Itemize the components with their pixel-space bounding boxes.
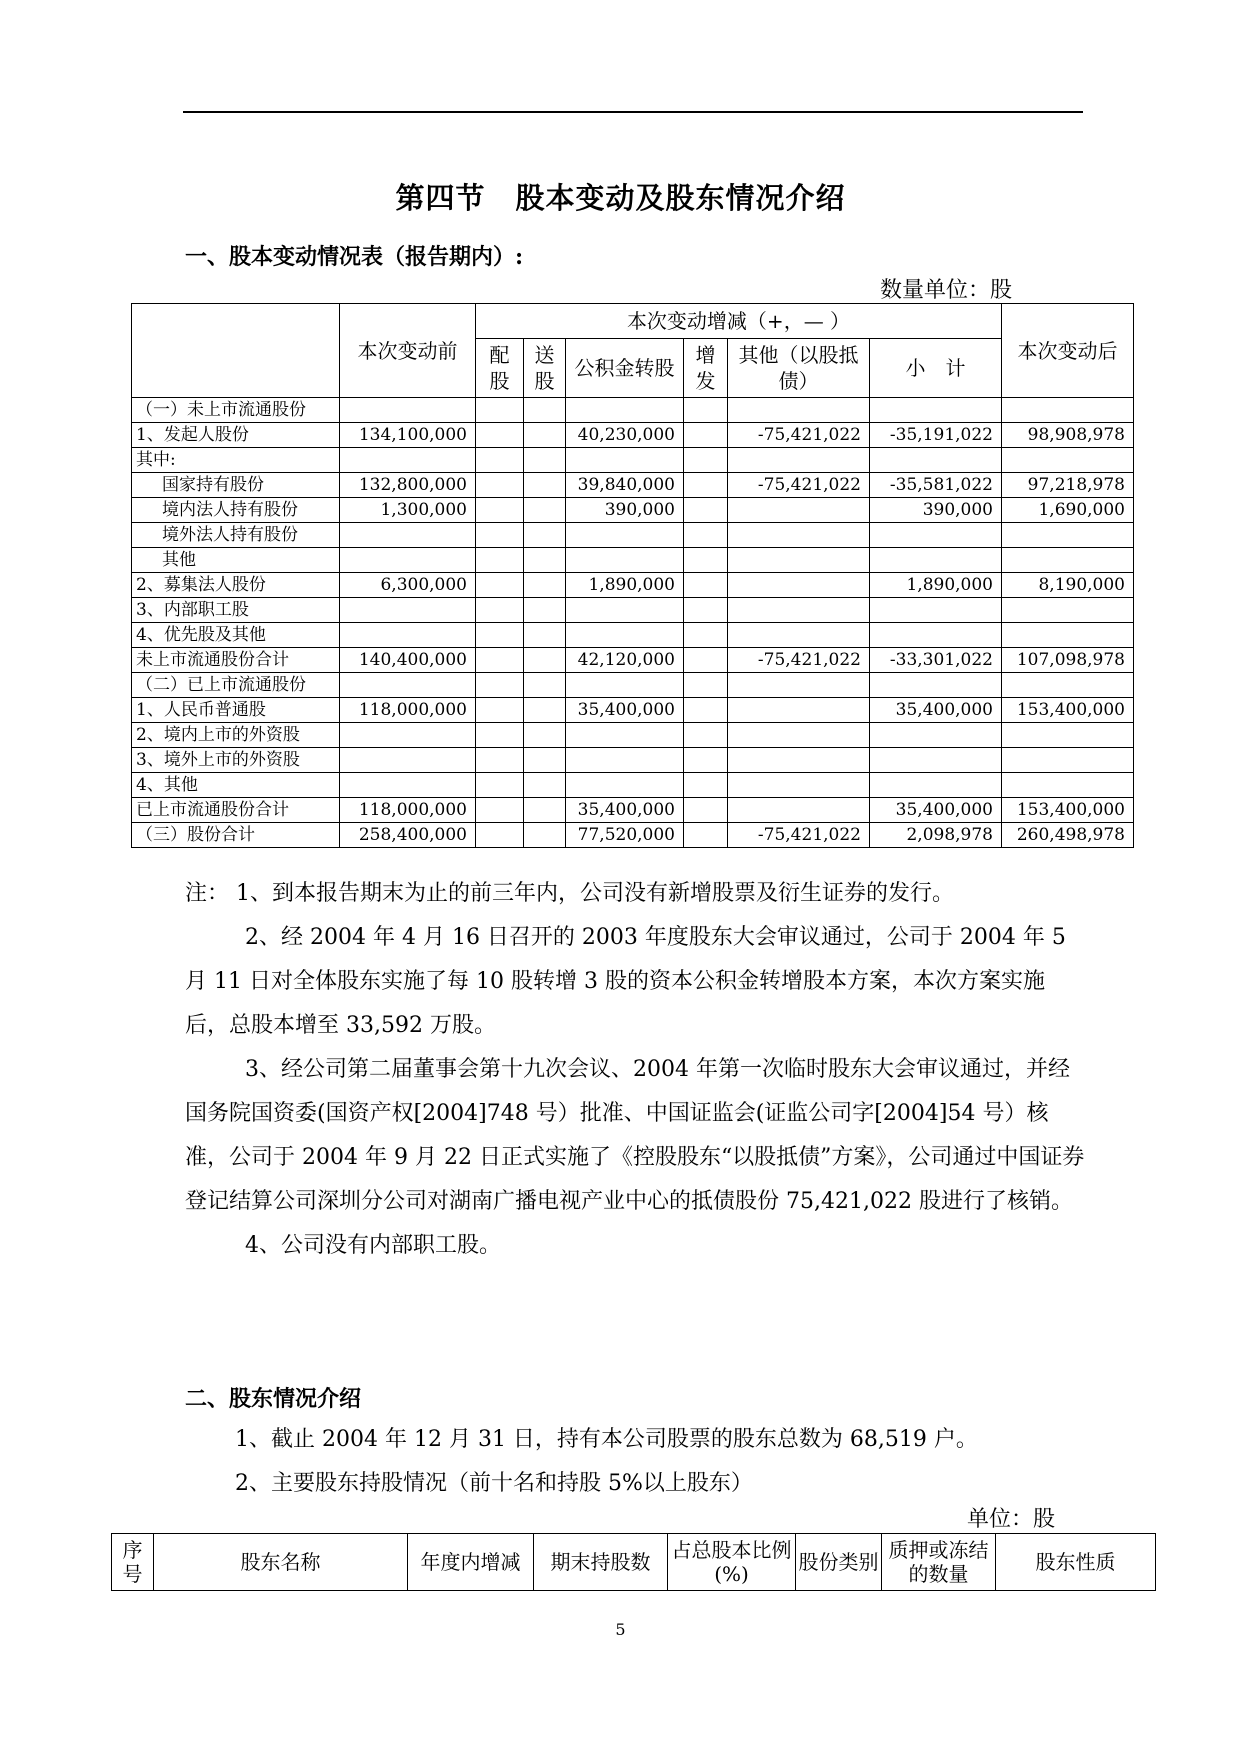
table-cell [524,498,566,523]
row-label: 境内法人持有股份 [132,498,340,523]
table-cell [524,623,566,648]
table-cell: 134,100,000 [340,423,476,448]
table-cell [684,473,728,498]
table-cell [870,623,1002,648]
table-cell [728,798,870,823]
table-row [132,573,1134,598]
table-cell [476,623,524,648]
table-cell: -75,421,022 [728,473,870,498]
table-row [132,698,1134,723]
table-cell [728,398,870,423]
header-sub: 小 计 [870,339,1002,398]
table-cell: 140,400,000 [340,648,476,673]
table-cell [870,748,1002,773]
table-cell [476,398,524,423]
table-cell [476,448,524,473]
shareholder-header: 质押或冻结的数量 [882,1534,996,1591]
table-cell [684,623,728,648]
table-cell: 258,400,000 [340,823,476,848]
table-cell [684,448,728,473]
table-cell [524,573,566,598]
table-cell [566,598,684,623]
table-cell [340,723,476,748]
table-cell [1002,673,1134,698]
table-cell: 35,400,000 [566,698,684,723]
table-cell [684,698,728,723]
table-cell [1002,773,1134,798]
table-cell: 107,098,978 [1002,648,1134,673]
table-cell: 77,520,000 [566,823,684,848]
table-cell: 1,690,000 [1002,498,1134,523]
table-cell: 35,400,000 [870,798,1002,823]
table-cell [340,748,476,773]
table-row [132,773,1134,798]
row-label: 4、优先股及其他 [132,623,340,648]
table-cell [1002,723,1134,748]
header-sub: 公积金转股 [566,339,684,398]
page-title: 第四节 股本变动及股东情况介绍 [395,181,846,215]
table-cell [1002,598,1134,623]
table-cell [684,723,728,748]
table-cell [684,823,728,848]
table-cell [524,648,566,673]
table-cell [476,698,524,723]
table-cell [340,548,476,573]
table-cell [728,548,870,573]
table-cell [524,798,566,823]
row-label: 2、境内上市的外资股 [132,723,340,748]
table-cell [1002,623,1134,648]
table-cell [340,623,476,648]
shareholder-header: 期末持股数 [534,1534,668,1591]
table-cell [476,823,524,848]
row-label: 国家持有股份 [132,473,340,498]
table-cell [566,623,684,648]
table-cell [476,473,524,498]
share-change-body [132,398,1134,848]
table-cell: -35,191,022 [870,423,1002,448]
table-cell [524,823,566,848]
table-cell [524,673,566,698]
table-cell [870,673,1002,698]
table-cell [684,423,728,448]
header-sub: 送股 [524,339,566,398]
table-cell [566,398,684,423]
table-cell [1002,523,1134,548]
table-cell: 1,300,000 [340,498,476,523]
notes [185,872,1085,1268]
table-cell [566,523,684,548]
header-before: 本次变动前 [340,304,476,398]
row-label: （二）已上市流通股份 [132,673,340,698]
note-3: 3、经公司第二届董事会第十九次会议、2004 年第一次临时股东大会审议通过，并经国务院国资委(国资产权[2004]748 号）批准、中国证监会(证监公司字[2004]54 号）核准，公司于 2004 年 9 月 22 日正式实施了《控股股东“以股抵债”方案》，公司通过中国证券登记结算公司深圳分公司对湖南广播电视产业中心的抵债股份 75,421,022 股进行了核销。 [185,1057,1085,1214]
row-label: 2、募集法人股份 [132,573,340,598]
table-cell [728,673,870,698]
table-cell: 1,890,000 [870,573,1002,598]
table-cell [566,548,684,573]
shareholder-table [111,1533,1156,1591]
section1-heading: 一、股本变动情况表（报告期内）: [185,244,524,270]
table-row [132,673,1134,698]
table-cell [728,698,870,723]
table-row [132,823,1134,848]
table-cell [524,698,566,723]
table-cell [476,673,524,698]
table-cell [476,748,524,773]
table-cell: 2,098,978 [870,823,1002,848]
table-cell [566,748,684,773]
table-cell [524,598,566,623]
table-cell: 1,890,000 [566,573,684,598]
table-cell [728,523,870,548]
section2-item-1: 1、截止 2004 年 12 月 31 日，持有本公司股票的股东总数为 68,519 户。 [235,1427,978,1452]
table-cell: 35,400,000 [870,698,1002,723]
header-change: 本次变动增减（+，— ） [476,304,1002,339]
table-cell [684,773,728,798]
table-row [132,498,1134,523]
row-label: 其中: [132,448,340,473]
table-cell: 39,840,000 [566,473,684,498]
table-cell [1002,548,1134,573]
table-cell [728,598,870,623]
table-cell [476,498,524,523]
note-1: 注： 1、到本报告期末为止的前三年内，公司没有新增股票及衍生证券的发行。 [185,881,954,906]
table-cell [870,448,1002,473]
table-cell: 390,000 [566,498,684,523]
table-cell [524,473,566,498]
table-cell: 153,400,000 [1002,798,1134,823]
table-cell [476,523,524,548]
header-rule [183,111,1083,113]
table-cell: -75,421,022 [728,423,870,448]
table-cell [566,723,684,748]
table-cell: 118,000,000 [340,798,476,823]
row-label: 4、其他 [132,773,340,798]
table-cell [684,498,728,523]
table-row [132,523,1134,548]
table-cell [476,648,524,673]
header-sub: 其他（以股抵债） [728,339,870,398]
table-row [132,398,1134,423]
shareholder-header: 占总股本比例(%) [668,1534,796,1591]
table-cell [870,523,1002,548]
table-cell [476,573,524,598]
table-cell: 35,400,000 [566,798,684,823]
row-label: 3、内部职工股 [132,598,340,623]
row-label: 1、发起人股份 [132,423,340,448]
table-cell: -75,421,022 [728,823,870,848]
table-cell [728,723,870,748]
row-label: 3、境外上市的外资股 [132,748,340,773]
table-cell: 153,400,000 [1002,698,1134,723]
note-4: 4、公司没有内部职工股。 [245,1233,501,1258]
row-label: （三）股份合计 [132,823,340,848]
section2-unit: 单位：股 [967,1507,1056,1532]
table-cell [728,448,870,473]
table-cell [524,773,566,798]
table-row [132,473,1134,498]
table-cell: 390,000 [870,498,1002,523]
note-2: 2、经 2004 年 4 月 16 日召开的 2003 年度股东大会审议通过，公司于 2004 年 5 月 11 日对全体股东实施了每 10 股转增 3 股的资本公积金转增股本方案，本次方案实施后，总股本增至 33,592 万股。 [185,925,1066,1038]
table-cell: 98,908,978 [1002,423,1134,448]
table-cell: -35,581,022 [870,473,1002,498]
table-cell: 42,120,000 [566,648,684,673]
header-after: 本次变动后 [1002,304,1134,398]
table-cell [524,448,566,473]
table-row [132,423,1134,448]
shareholder-header: 股东性质 [996,1534,1156,1591]
row-label: 其他 [132,548,340,573]
table-cell: 118,000,000 [340,698,476,723]
table-cell [524,523,566,548]
table-cell [1002,748,1134,773]
table-cell [524,423,566,448]
table-cell [870,548,1002,573]
table-cell [728,773,870,798]
table-cell: 97,218,978 [1002,473,1134,498]
table-cell [524,723,566,748]
table-cell [870,598,1002,623]
table-cell [1002,398,1134,423]
header-blank [132,304,340,398]
table-row [132,723,1134,748]
header-sub: 增发 [684,339,728,398]
share-change-table [131,303,1134,848]
table-cell [870,398,1002,423]
section2-heading: 二、股东情况介绍 [185,1386,362,1412]
table-row [132,598,1134,623]
table-cell [684,398,728,423]
table-cell [684,748,728,773]
table-cell [684,798,728,823]
shareholder-header: 序号 [112,1534,154,1591]
table-cell [684,548,728,573]
table-cell: -75,421,022 [728,648,870,673]
table-cell [340,598,476,623]
table-row [132,798,1134,823]
table-cell [1002,448,1134,473]
table-cell [684,573,728,598]
page-number: 5 [615,1620,626,1639]
table-cell [476,723,524,748]
section2-item-2: 2、主要股东持股情况（前十名和持股 5%以上股东） [235,1471,753,1496]
table-cell: 40,230,000 [566,423,684,448]
table-cell [566,448,684,473]
table-cell [476,423,524,448]
table-cell [340,523,476,548]
shareholder-header: 股份类别 [796,1534,882,1591]
table-row [132,448,1134,473]
table-cell [476,598,524,623]
header-sub: 配股 [476,339,524,398]
table-cell [728,748,870,773]
table-cell [870,723,1002,748]
table-cell: 132,800,000 [340,473,476,498]
table-cell [684,648,728,673]
row-label: 未上市流通股份合计 [132,648,340,673]
table-cell [340,448,476,473]
row-label: 1、人民币普通股 [132,698,340,723]
table-cell [340,673,476,698]
table-cell [566,773,684,798]
table-cell [728,573,870,598]
table-cell [870,773,1002,798]
table-row [132,648,1134,673]
table-cell [340,773,476,798]
table-cell [524,548,566,573]
table-row [132,548,1134,573]
row-label: （一）未上市流通股份 [132,398,340,423]
table-cell [340,398,476,423]
table-cell: -33,301,022 [870,648,1002,673]
table-cell: 260,498,978 [1002,823,1134,848]
row-label: 境外法人持有股份 [132,523,340,548]
table-cell [476,548,524,573]
table-cell [684,523,728,548]
table-cell [684,673,728,698]
section1-unit: 数量单位：股 [880,278,1013,303]
table-cell [684,598,728,623]
section2-items [185,1418,1085,1506]
table-cell: 6,300,000 [340,573,476,598]
shareholder-header: 股东名称 [154,1534,408,1591]
table-cell [728,623,870,648]
table-cell [524,398,566,423]
row-label: 已上市流通股份合计 [132,798,340,823]
table-cell [728,498,870,523]
table-cell [524,748,566,773]
table-row [132,748,1134,773]
table-cell [566,673,684,698]
table-row [132,623,1134,648]
shareholder-header: 年度内增减 [408,1534,534,1591]
table-cell: 8,190,000 [1002,573,1134,598]
table-cell [476,773,524,798]
table-cell [476,798,524,823]
